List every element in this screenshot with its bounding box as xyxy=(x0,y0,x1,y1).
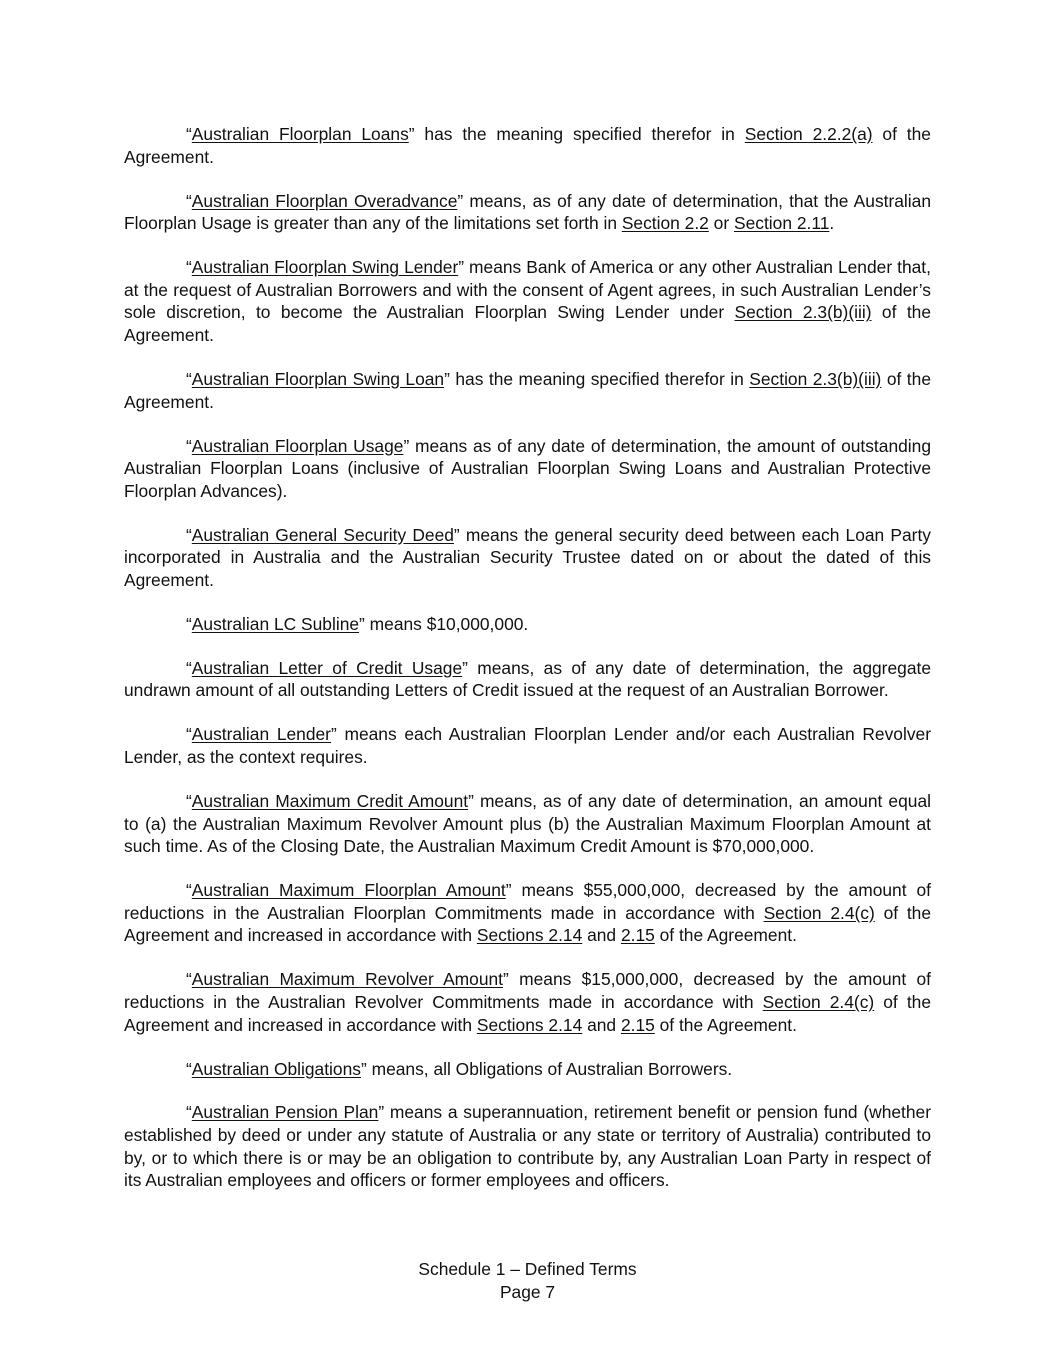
section-reference: 2.15 xyxy=(620,1014,655,1035)
definition-text: ” means, as of any date of determination, an amount equal to (a) the Australian Maximum Revolver Amount plus (b) the Australian Maximum Floorplan Amount at such time. As of the Closing Date, the Australian Maximum Credit Amount is $70,000,000. xyxy=(124,790,931,857)
definition-text: and xyxy=(582,1014,621,1035)
footer-page-number: Page 7 xyxy=(499,1282,556,1302)
defined-term: Australian Maximum Credit Amount xyxy=(191,790,469,811)
definition-text: “ xyxy=(186,880,192,901)
definition-text: of the Agreement and increased in accordance with xyxy=(124,991,932,1035)
definition-text: of the Agreement. xyxy=(124,368,931,412)
definition-text: and xyxy=(582,925,621,946)
section-reference: Section 2.4(c) xyxy=(762,991,875,1012)
defined-term: Australian Floorplan Usage xyxy=(191,435,404,456)
defined-term: Australian Maximum Revolver Amount xyxy=(191,969,504,990)
definition-paragraph xyxy=(124,657,931,702)
definition-text: ” means each Australian Floorplan Lender and/or each Australian Revolver Lender, as the context requires. xyxy=(124,724,931,767)
definition-text: ” means a superannuation, retirement benefit or pension fund (whether established by deed or under any statute of Australia or any state or territory of Australia) contributed to by, or to which there is or may be an obligation to contribute by, any Australian Loan Party in respect of its Australian employees and officers or former employees and officers. xyxy=(124,1102,932,1191)
definition-text: ” has the meaning specified therefor in xyxy=(444,368,750,389)
defined-term: Australian Pension Plan xyxy=(191,1102,379,1123)
definition-paragraph xyxy=(124,368,931,413)
definition-text: ” means $10,000,000. xyxy=(359,613,529,634)
definition-text: ” has the meaning specified therefor in xyxy=(408,124,745,144)
definition-paragraph xyxy=(124,1058,931,1081)
definition-text: “ xyxy=(186,257,192,278)
defined-term: Australian Floorplan Overadvance xyxy=(191,190,458,211)
definition-paragraph xyxy=(124,435,931,503)
definition-paragraph xyxy=(124,524,931,592)
section-reference: Sections 2.14 xyxy=(476,925,583,946)
definition-text: ” means Bank of America or any other Australian Lender that, at the request of Australian Borrowers and with the consent of Agent agrees, in such Australian Lender’s sole discretion, to become the Australian Floorplan Swing Lender under xyxy=(124,257,931,323)
definition-paragraph xyxy=(124,879,931,947)
definition-text: “ xyxy=(186,969,192,990)
definition-text: ” means, as of any date of determination, that the Australian Floorplan Usage is greater than any of the limitations set forth in xyxy=(124,190,932,234)
footer-title: Schedule 1 – Defined Terms xyxy=(418,1259,637,1279)
definition-paragraph xyxy=(124,790,931,858)
defined-term: Australian Floorplan Swing Lender xyxy=(191,257,459,278)
definition-text: . xyxy=(829,213,835,234)
definition-paragraph xyxy=(124,256,931,346)
defined-term: Australian Maximum Floorplan Amount xyxy=(191,880,506,901)
section-reference: Section 2.2 xyxy=(621,213,709,234)
definition-text: “ xyxy=(186,790,192,811)
definition-text: of the Agreement. xyxy=(654,925,797,946)
section-reference: Section 2.3(b)(iii) xyxy=(734,302,872,323)
defined-term: Australian General Security Deed xyxy=(191,524,454,545)
definition-text: “ xyxy=(186,1058,192,1079)
definition-text: ” means as of any date of determination, the amount of outstanding Australian Floorplan Loans (inclusive of Australian Floorplan Swing Loans and Australian Protective Floorplan Advances). xyxy=(124,435,931,501)
section-reference: Section 2.11 xyxy=(733,213,830,234)
defined-term: Australian LC Subline xyxy=(191,613,360,634)
definition-text: ” means the general security deed between each Loan Party incorporated in Australia and the Australian Security Trustee dated on or about the dated of this Agreement. xyxy=(124,524,931,590)
section-reference: Section 2.2.2(a) xyxy=(744,124,873,144)
defined-term: Australian Floorplan Swing Loan xyxy=(191,368,445,389)
definition-text: “ xyxy=(186,124,192,144)
definition-text: “ xyxy=(186,724,192,745)
definition-text: ” means $55,000,000, decreased by the amount of reductions in the Australian Floorplan Commitments made in accordance with xyxy=(124,880,931,923)
defined-term: Australian Lender xyxy=(191,724,331,745)
definition-paragraph xyxy=(124,613,931,636)
section-reference: Section 2.4(c) xyxy=(763,902,875,923)
section-reference: 2.15 xyxy=(620,925,655,946)
definition-text: “ xyxy=(186,524,192,545)
defined-term: Australian Obligations xyxy=(191,1058,361,1079)
definition-paragraph xyxy=(124,968,931,1036)
definition-text: “ xyxy=(186,190,192,211)
defined-term: Australian Letter of Credit Usage xyxy=(191,657,463,678)
document-body xyxy=(124,123,931,1213)
definition-text: ” means, all Obligations of Australian Borrowers. xyxy=(360,1058,733,1079)
page-footer xyxy=(0,1258,1055,1304)
definition-text: “ xyxy=(186,657,192,678)
definition-text: of the Agreement. xyxy=(124,124,931,167)
definition-text: of the Agreement. xyxy=(654,1014,797,1035)
definition-text: of the Agreement and increased in accordance with xyxy=(124,902,932,946)
definition-text: “ xyxy=(186,613,192,634)
section-reference: Section 2.3(b)(iii) xyxy=(749,368,882,389)
defined-term: Australian Floorplan Loans xyxy=(191,124,409,144)
definition-text: ” means $15,000,000, decreased by the amount of reductions in the Australian Revolver Commitments made in accordance with xyxy=(124,969,931,1012)
definition-paragraph xyxy=(124,723,931,768)
definition-paragraph xyxy=(124,190,931,235)
definition-text: “ xyxy=(186,1102,192,1123)
section-reference: Sections 2.14 xyxy=(476,1014,583,1035)
definition-text: ” means, as of any date of determination, the aggregate undrawn amount of all outstanding Letters of Credit issued at the request of an Australian Borrower. xyxy=(124,657,931,701)
definition-paragraph xyxy=(124,1101,931,1191)
definition-paragraph xyxy=(124,123,931,168)
definition-text: “ xyxy=(186,368,192,389)
definition-text: “ xyxy=(186,435,192,456)
definition-text: of the Agreement. xyxy=(124,302,931,345)
definition-text: or xyxy=(708,213,734,234)
